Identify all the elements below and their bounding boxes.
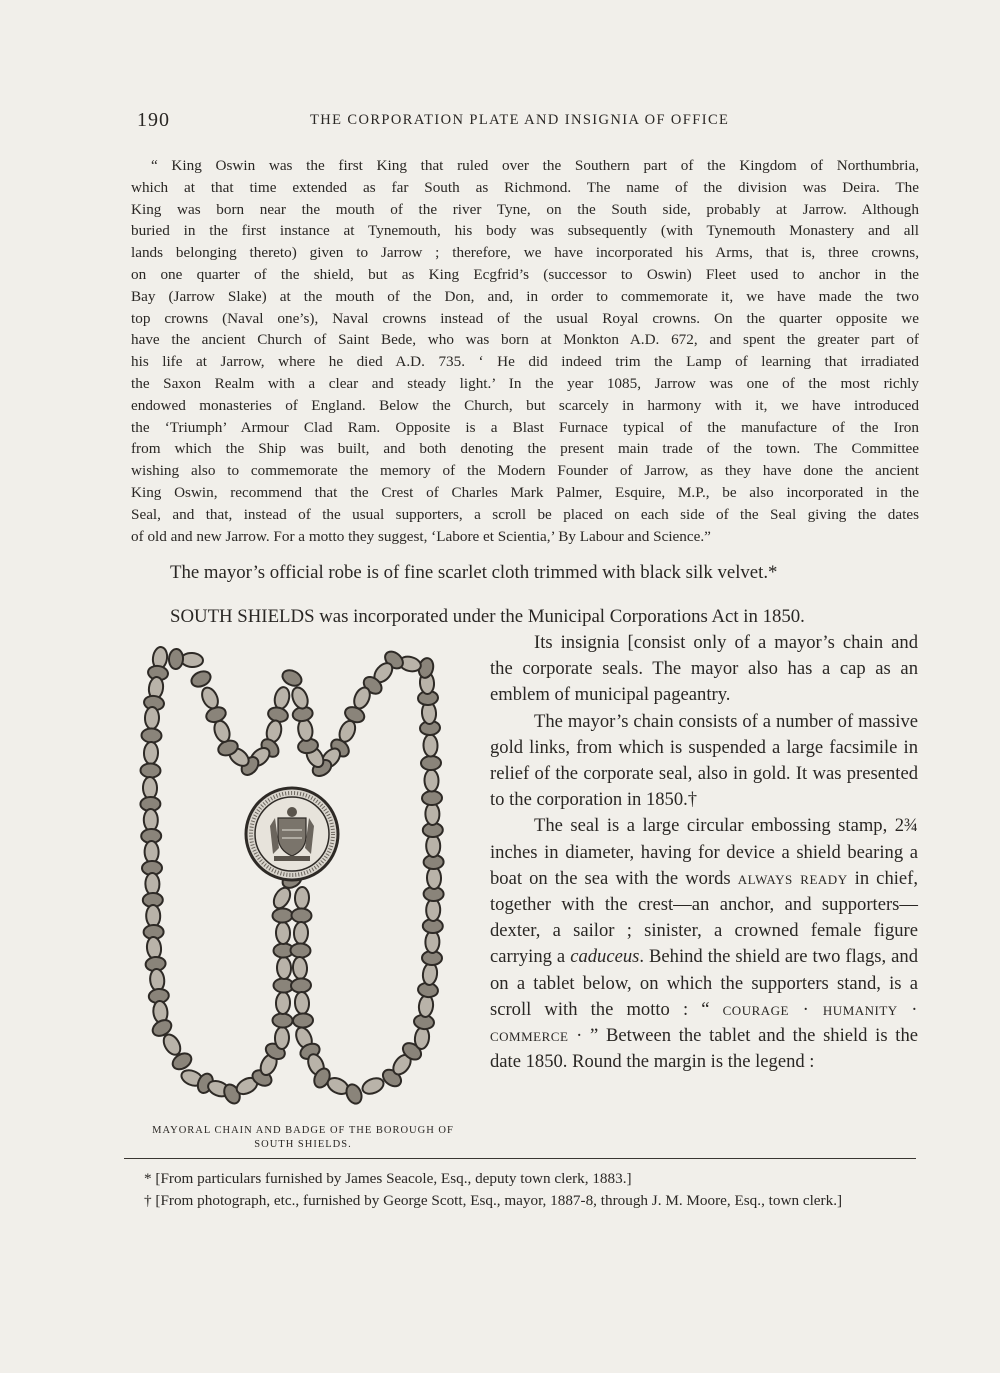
chain-link	[143, 777, 158, 799]
quote-line: King Oswin, recommend that the Crest of Charles Mark Palmer, Esquire, M.P., be also incorporated in the	[131, 483, 919, 501]
chain-link	[275, 1027, 290, 1049]
robe-line: The mayor’s official robe is of fine scarlet cloth trimmed with black silk velvet.*	[170, 562, 778, 583]
chain-link	[276, 992, 291, 1014]
quote-line: lands belonging thereto) given to Jarrow ; therefore, we have incorporated his Arms, that is, three crowns,	[131, 244, 919, 262]
chain-link	[168, 649, 183, 670]
chain-link	[424, 769, 439, 791]
insignia-paragraph: Its insignia [consist only of a mayor’s chain and the corporate seals. The mayor also has a cap as an emblem of municipal pageantry.	[490, 632, 918, 706]
chain-link	[141, 728, 161, 743]
figure-caption: MAYORAL CHAIN AND BADGE OF THE BOROUGH OF SOUTH SHIELDS.	[152, 1125, 454, 1150]
chain-link	[295, 887, 310, 909]
chain-link	[294, 992, 309, 1015]
chain-link	[145, 707, 160, 729]
quote-line: top crowns (Naval one’s), Naval crowns instead of the usual Royal crowns. On the quarter opposite we	[131, 309, 919, 327]
quote-line: King was born near the mouth of the river Tyne, on the South side, probably at Jarrow. Although	[131, 200, 919, 218]
chain-link	[144, 742, 159, 764]
chain-link	[144, 841, 159, 863]
chain-link	[294, 922, 309, 944]
quote-line: have the ancient Church of Saint Bede, who was born at Monkton A.D. 672, and spent the greater part of	[131, 331, 919, 349]
south-shields-line	[170, 606, 805, 628]
quote-line: the ‘Triumph’ Armour Clad Ram. Opposite is a Blast Furnace typical of the manufacture of the Iron	[131, 418, 919, 436]
quote-line: of old and new Jarrow. For a motto they suggest, ‘Labore et Scientia,’ By Labour and Science.”	[131, 527, 711, 545]
chain-link	[291, 908, 311, 923]
chain-link	[292, 957, 307, 980]
south-shields-text: was incorporated under the Municipal Corporations Act in 1850.	[314, 606, 805, 627]
seal-paragraph: The seal is a large circular embossing stamp, 2¾ inches in diameter, having for device a shield bearing a boat on the sea with the words always ready in chief, together with the crest—an anchor, and supporters—dexter, a sailor ; sinister, a crowned female figure carrying a caduceus. Behind the shield are two flags, and on a tablet below, on which the supporters stand, is a scroll with the motto : “ courage · humanity · commerce · ” Between the tablet and the shield is the date 1850. Round the margin is the legend :	[490, 815, 919, 1073]
quote-line: Seal, and that, instead of the usual supporters, a scroll be placed on each side of the Seal giving the dates	[131, 505, 919, 523]
quote-line: on one quarter of the shield, but as King Ecgfrid’s (successor to Oswin) Fleet used to anchor in the	[131, 265, 919, 283]
chain-link	[427, 867, 442, 889]
chain-link	[276, 922, 291, 944]
quote-line: wishing also to commemorate the memory of the Modern Founder of Jarrow, as they have done the ancient	[131, 462, 919, 480]
quote-line: Bay (Jarrow Slake) at the mouth of the Don, and, in order to commemorate it, we have made the two	[131, 287, 919, 305]
chain-link	[277, 957, 292, 979]
chain-link	[144, 809, 159, 831]
quoted-passage	[131, 155, 919, 547]
right-column	[490, 630, 918, 1075]
chain-paragraph: The mayor’s chain consists of a number of massive gold links, from which is suspended a large facsimile in relief of the corporate seal, also in gold. It was presented to the corporation in 1850.†	[490, 710, 918, 811]
chain-link	[423, 734, 438, 756]
chain-link	[422, 791, 442, 806]
footnote-1: * [From particulars furnished by James Seacole, Esq., deputy town clerk, 1883.]	[144, 1170, 632, 1187]
seal-badge	[246, 788, 338, 880]
quote-line: endowed monasteries of England. Below the Church, but scarcely in harmony with it, we have introduced	[131, 396, 919, 414]
chain-link	[425, 803, 440, 825]
quote-line: “ King Oswin was the first King that ruled over the Southern part of the Kingdom of Northumbria,	[151, 157, 919, 174]
chain-link	[426, 835, 441, 857]
chain-link	[271, 885, 294, 911]
chain-link	[360, 1075, 386, 1096]
mayoral-chain-illustration	[132, 638, 472, 1118]
quote-line: from which the Ship was built, and both denoting the present main trade of the town. The Committee	[131, 440, 919, 458]
chain-link	[293, 1013, 314, 1028]
quote-line: his life at Jarrow, where he died A.D. 735. ‘ He did indeed trim the Lamp of learning that irradiated	[131, 353, 919, 371]
quote-line: which at that time extended as far South as Richmond. The name of the division was Deira. The	[131, 178, 919, 196]
chain-link	[272, 1013, 292, 1028]
chain-link	[280, 667, 304, 688]
chain-link	[425, 931, 440, 953]
chain-link	[189, 668, 213, 689]
footnote-rule	[124, 1158, 916, 1159]
quote-line: buried in the first instance at Tynemouth, his body was subsequently (with Tynemouth Monastery and all	[131, 222, 919, 240]
footnote-2: † [From photograph, etc., furnished by George Scott, Esq., mayor, 1887-8, through J. M. Moore, Esq., town clerk.]	[144, 1192, 843, 1209]
chain-link	[146, 905, 161, 927]
chain-link	[421, 756, 441, 771]
footnotes	[122, 1168, 918, 1212]
chain-link	[272, 908, 292, 923]
figure-mayoral-chain	[132, 638, 472, 1118]
chain-link	[291, 978, 312, 993]
chain-link	[181, 652, 204, 667]
quote-line: the Saxon Realm with a clear and steady light.’ In the year 1085, Jarrow was one of the most richly	[131, 374, 919, 392]
chain-link	[426, 899, 441, 921]
chain-link	[140, 763, 160, 778]
page-number: 190	[137, 109, 170, 131]
chain-link	[145, 873, 160, 895]
chain-link	[290, 943, 310, 958]
south-shields-heading: SOUTH SHIELDS	[170, 606, 315, 627]
running-head: THE CORPORATION PLATE AND INSIGNIA OF OFFICE	[310, 112, 730, 128]
